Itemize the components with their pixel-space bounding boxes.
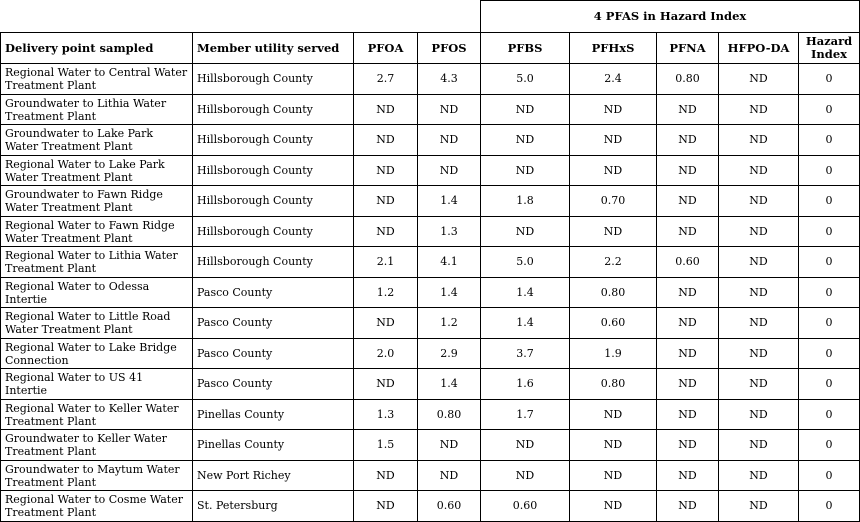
col-header-pfoa: PFOA xyxy=(354,33,418,64)
hazard-index-cell: 0 xyxy=(799,247,860,278)
pfhxs-cell: 0.80 xyxy=(570,277,657,308)
pfoa-cell: ND xyxy=(354,94,418,125)
delivery-point-cell: Regional Water to Cosme Water Treatment Plant xyxy=(1,491,193,522)
pfoa-cell: ND xyxy=(354,216,418,247)
pfoa-cell: ND xyxy=(354,308,418,339)
delivery-point-cell: Regional Water to Central Water Treatment Plant xyxy=(1,64,193,95)
hfpo-da-cell: ND xyxy=(719,460,799,491)
hazard-index-cell: 0 xyxy=(799,369,860,400)
pfos-cell: 0.80 xyxy=(418,399,481,430)
pfhxs-cell: ND xyxy=(570,155,657,186)
pfbs-cell: ND xyxy=(481,125,570,156)
table-row xyxy=(1,491,860,522)
pfna-cell: ND xyxy=(657,430,719,461)
pfbs-cell: 0.60 xyxy=(481,491,570,522)
member-utility-cell: Hillsborough County xyxy=(193,125,354,156)
pfbs-cell: 1.6 xyxy=(481,369,570,400)
pfbs-cell: 1.4 xyxy=(481,277,570,308)
member-utility-cell: Hillsborough County xyxy=(193,216,354,247)
pfbs-cell: 3.7 xyxy=(481,338,570,369)
pfos-cell: 1.2 xyxy=(418,308,481,339)
pfos-cell: ND xyxy=(418,94,481,125)
table-row xyxy=(1,186,860,217)
pfos-cell: ND xyxy=(418,125,481,156)
hfpo-da-cell: ND xyxy=(719,247,799,278)
pfhxs-cell: 0.60 xyxy=(570,308,657,339)
delivery-point-cell: Regional Water to Lake Park Water Treatment Plant xyxy=(1,155,193,186)
pfhxs-cell: ND xyxy=(570,94,657,125)
pfbs-cell: ND xyxy=(481,430,570,461)
delivery-point-cell: Regional Water to Lithia Water Treatment Plant xyxy=(1,247,193,278)
table-row xyxy=(1,399,860,430)
member-utility-cell: Hillsborough County xyxy=(193,64,354,95)
hazard-index-cell: 0 xyxy=(799,460,860,491)
group-header-row xyxy=(1,1,860,33)
pfos-cell: ND xyxy=(418,430,481,461)
member-utility-cell: St. Petersburg xyxy=(193,491,354,522)
pfoa-cell: ND xyxy=(354,186,418,217)
col-header-member-utility: Member utility served xyxy=(193,33,354,64)
hfpo-da-cell: ND xyxy=(719,155,799,186)
hazard-index-cell: 0 xyxy=(799,277,860,308)
member-utility-cell: Pasco County xyxy=(193,277,354,308)
pfna-cell: ND xyxy=(657,186,719,217)
pfna-cell: 0.60 xyxy=(657,247,719,278)
pfhxs-cell: ND xyxy=(570,460,657,491)
col-header-pfos: PFOS xyxy=(418,33,481,64)
pfos-cell: 0.60 xyxy=(418,491,481,522)
pfna-cell: ND xyxy=(657,277,719,308)
hfpo-da-cell: ND xyxy=(719,186,799,217)
hazard-index-cell: 0 xyxy=(799,430,860,461)
delivery-point-cell: Groundwater to Maytum Water Treatment Plant xyxy=(1,460,193,491)
delivery-point-cell: Groundwater to Lithia Water Treatment Plant xyxy=(1,94,193,125)
pfhxs-cell: ND xyxy=(570,491,657,522)
hfpo-da-cell: ND xyxy=(719,430,799,461)
pfoa-cell: 2.7 xyxy=(354,64,418,95)
pfna-cell: ND xyxy=(657,399,719,430)
pfoa-cell: ND xyxy=(354,491,418,522)
pfna-cell: ND xyxy=(657,460,719,491)
pfhxs-cell: 1.9 xyxy=(570,338,657,369)
pfna-cell: ND xyxy=(657,216,719,247)
pfhxs-cell: ND xyxy=(570,216,657,247)
delivery-point-cell: Regional Water to Fawn Ridge Water Treatment Plant xyxy=(1,216,193,247)
table-row xyxy=(1,125,860,156)
member-utility-cell: Hillsborough County xyxy=(193,155,354,186)
col-header-hazard-index: Hazard Index xyxy=(799,33,860,64)
pfna-cell: ND xyxy=(657,155,719,186)
table-row xyxy=(1,308,860,339)
table-row xyxy=(1,277,860,308)
hazard-index-cell: 0 xyxy=(799,125,860,156)
pfbs-cell: 1.4 xyxy=(481,308,570,339)
pfoa-cell: 1.5 xyxy=(354,430,418,461)
pfos-cell: 4.1 xyxy=(418,247,481,278)
pfbs-cell: 5.0 xyxy=(481,247,570,278)
pfoa-cell: ND xyxy=(354,155,418,186)
hazard-index-cell: 0 xyxy=(799,308,860,339)
table-row xyxy=(1,94,860,125)
col-header-delivery-point: Delivery point sampled xyxy=(1,33,193,64)
hazard-index-cell: 0 xyxy=(799,399,860,430)
member-utility-cell: Pinellas County xyxy=(193,399,354,430)
pfhxs-cell: 2.2 xyxy=(570,247,657,278)
pfhxs-cell: ND xyxy=(570,125,657,156)
pfna-cell: ND xyxy=(657,308,719,339)
delivery-point-cell: Regional Water to US 41 Intertie xyxy=(1,369,193,400)
hazard-index-cell: 0 xyxy=(799,64,860,95)
table-row xyxy=(1,64,860,95)
pfoa-cell: ND xyxy=(354,369,418,400)
member-utility-cell: Pasco County xyxy=(193,369,354,400)
delivery-point-cell: Groundwater to Keller Water Treatment Plant xyxy=(1,430,193,461)
pfhxs-cell: ND xyxy=(570,399,657,430)
hazard-index-cell: 0 xyxy=(799,491,860,522)
pfoa-cell: 1.3 xyxy=(354,399,418,430)
pfna-cell: ND xyxy=(657,94,719,125)
hfpo-da-cell: ND xyxy=(719,369,799,400)
table-row xyxy=(1,460,860,491)
pfbs-cell: ND xyxy=(481,460,570,491)
delivery-point-cell: Regional Water to Little Road Water Treatment Plant xyxy=(1,308,193,339)
pfbs-cell: 1.7 xyxy=(481,399,570,430)
hfpo-da-cell: ND xyxy=(719,277,799,308)
pfna-cell: ND xyxy=(657,125,719,156)
hfpo-da-cell: ND xyxy=(719,399,799,430)
hfpo-da-cell: ND xyxy=(719,338,799,369)
hfpo-da-cell: ND xyxy=(719,216,799,247)
table-row xyxy=(1,247,860,278)
hazard-index-cell: 0 xyxy=(799,216,860,247)
delivery-point-cell: Regional Water to Odessa Intertie xyxy=(1,277,193,308)
delivery-point-cell: Groundwater to Lake Park Water Treatment Plant xyxy=(1,125,193,156)
pfhxs-cell: 0.70 xyxy=(570,186,657,217)
pfos-cell: 1.4 xyxy=(418,369,481,400)
pfos-cell: ND xyxy=(418,155,481,186)
pfbs-cell: ND xyxy=(481,216,570,247)
table-row xyxy=(1,369,860,400)
member-utility-cell: Pinellas County xyxy=(193,430,354,461)
col-header-pfbs: PFBS xyxy=(481,33,570,64)
hfpo-da-cell: ND xyxy=(719,125,799,156)
member-utility-cell: Pasco County xyxy=(193,338,354,369)
hfpo-da-cell: ND xyxy=(719,94,799,125)
pfbs-cell: 5.0 xyxy=(481,64,570,95)
pfos-cell: ND xyxy=(418,460,481,491)
pfhxs-cell: 0.80 xyxy=(570,369,657,400)
table-row xyxy=(1,338,860,369)
pfna-cell: ND xyxy=(657,338,719,369)
hazard-index-group-header: 4 PFAS in Hazard Index xyxy=(481,1,860,33)
hazard-index-cell: 0 xyxy=(799,155,860,186)
delivery-point-cell: Regional Water to Lake Bridge Connection xyxy=(1,338,193,369)
col-header-hfpo-da: HFPO-DA xyxy=(719,33,799,64)
pfoa-cell: ND xyxy=(354,125,418,156)
pfhxs-cell: ND xyxy=(570,430,657,461)
hazard-index-cell: 0 xyxy=(799,186,860,217)
member-utility-cell: Hillsborough County xyxy=(193,94,354,125)
hfpo-da-cell: ND xyxy=(719,64,799,95)
hazard-index-cell: 0 xyxy=(799,338,860,369)
table-row xyxy=(1,216,860,247)
column-header-row xyxy=(1,33,860,64)
member-utility-cell: Hillsborough County xyxy=(193,186,354,217)
pfos-cell: 2.9 xyxy=(418,338,481,369)
table-row xyxy=(1,155,860,186)
col-header-pfna: PFNA xyxy=(657,33,719,64)
pfos-cell: 1.4 xyxy=(418,186,481,217)
pfna-cell: 0.80 xyxy=(657,64,719,95)
hfpo-da-cell: ND xyxy=(719,308,799,339)
pfhxs-cell: 2.4 xyxy=(570,64,657,95)
pfos-cell: 4.3 xyxy=(418,64,481,95)
pfoa-cell: ND xyxy=(354,460,418,491)
pfbs-cell: 1.8 xyxy=(481,186,570,217)
member-utility-cell: Hillsborough County xyxy=(193,247,354,278)
pfos-cell: 1.3 xyxy=(418,216,481,247)
pfoa-cell: 1.2 xyxy=(354,277,418,308)
col-header-pfhxs: PFHxS xyxy=(570,33,657,64)
member-utility-cell: New Port Richey xyxy=(193,460,354,491)
pfoa-cell: 2.1 xyxy=(354,247,418,278)
pfoa-cell: 2.0 xyxy=(354,338,418,369)
pfna-cell: ND xyxy=(657,491,719,522)
pfbs-cell: ND xyxy=(481,155,570,186)
member-utility-cell: Pasco County xyxy=(193,308,354,339)
pfos-cell: 1.4 xyxy=(418,277,481,308)
group-header-spacer xyxy=(1,1,481,33)
hazard-index-cell: 0 xyxy=(799,94,860,125)
delivery-point-cell: Groundwater to Fawn Ridge Water Treatment Plant xyxy=(1,186,193,217)
pfna-cell: ND xyxy=(657,369,719,400)
delivery-point-cell: Regional Water to Keller Water Treatment Plant xyxy=(1,399,193,430)
pfbs-cell: ND xyxy=(481,94,570,125)
table-row xyxy=(1,430,860,461)
hfpo-da-cell: ND xyxy=(719,491,799,522)
